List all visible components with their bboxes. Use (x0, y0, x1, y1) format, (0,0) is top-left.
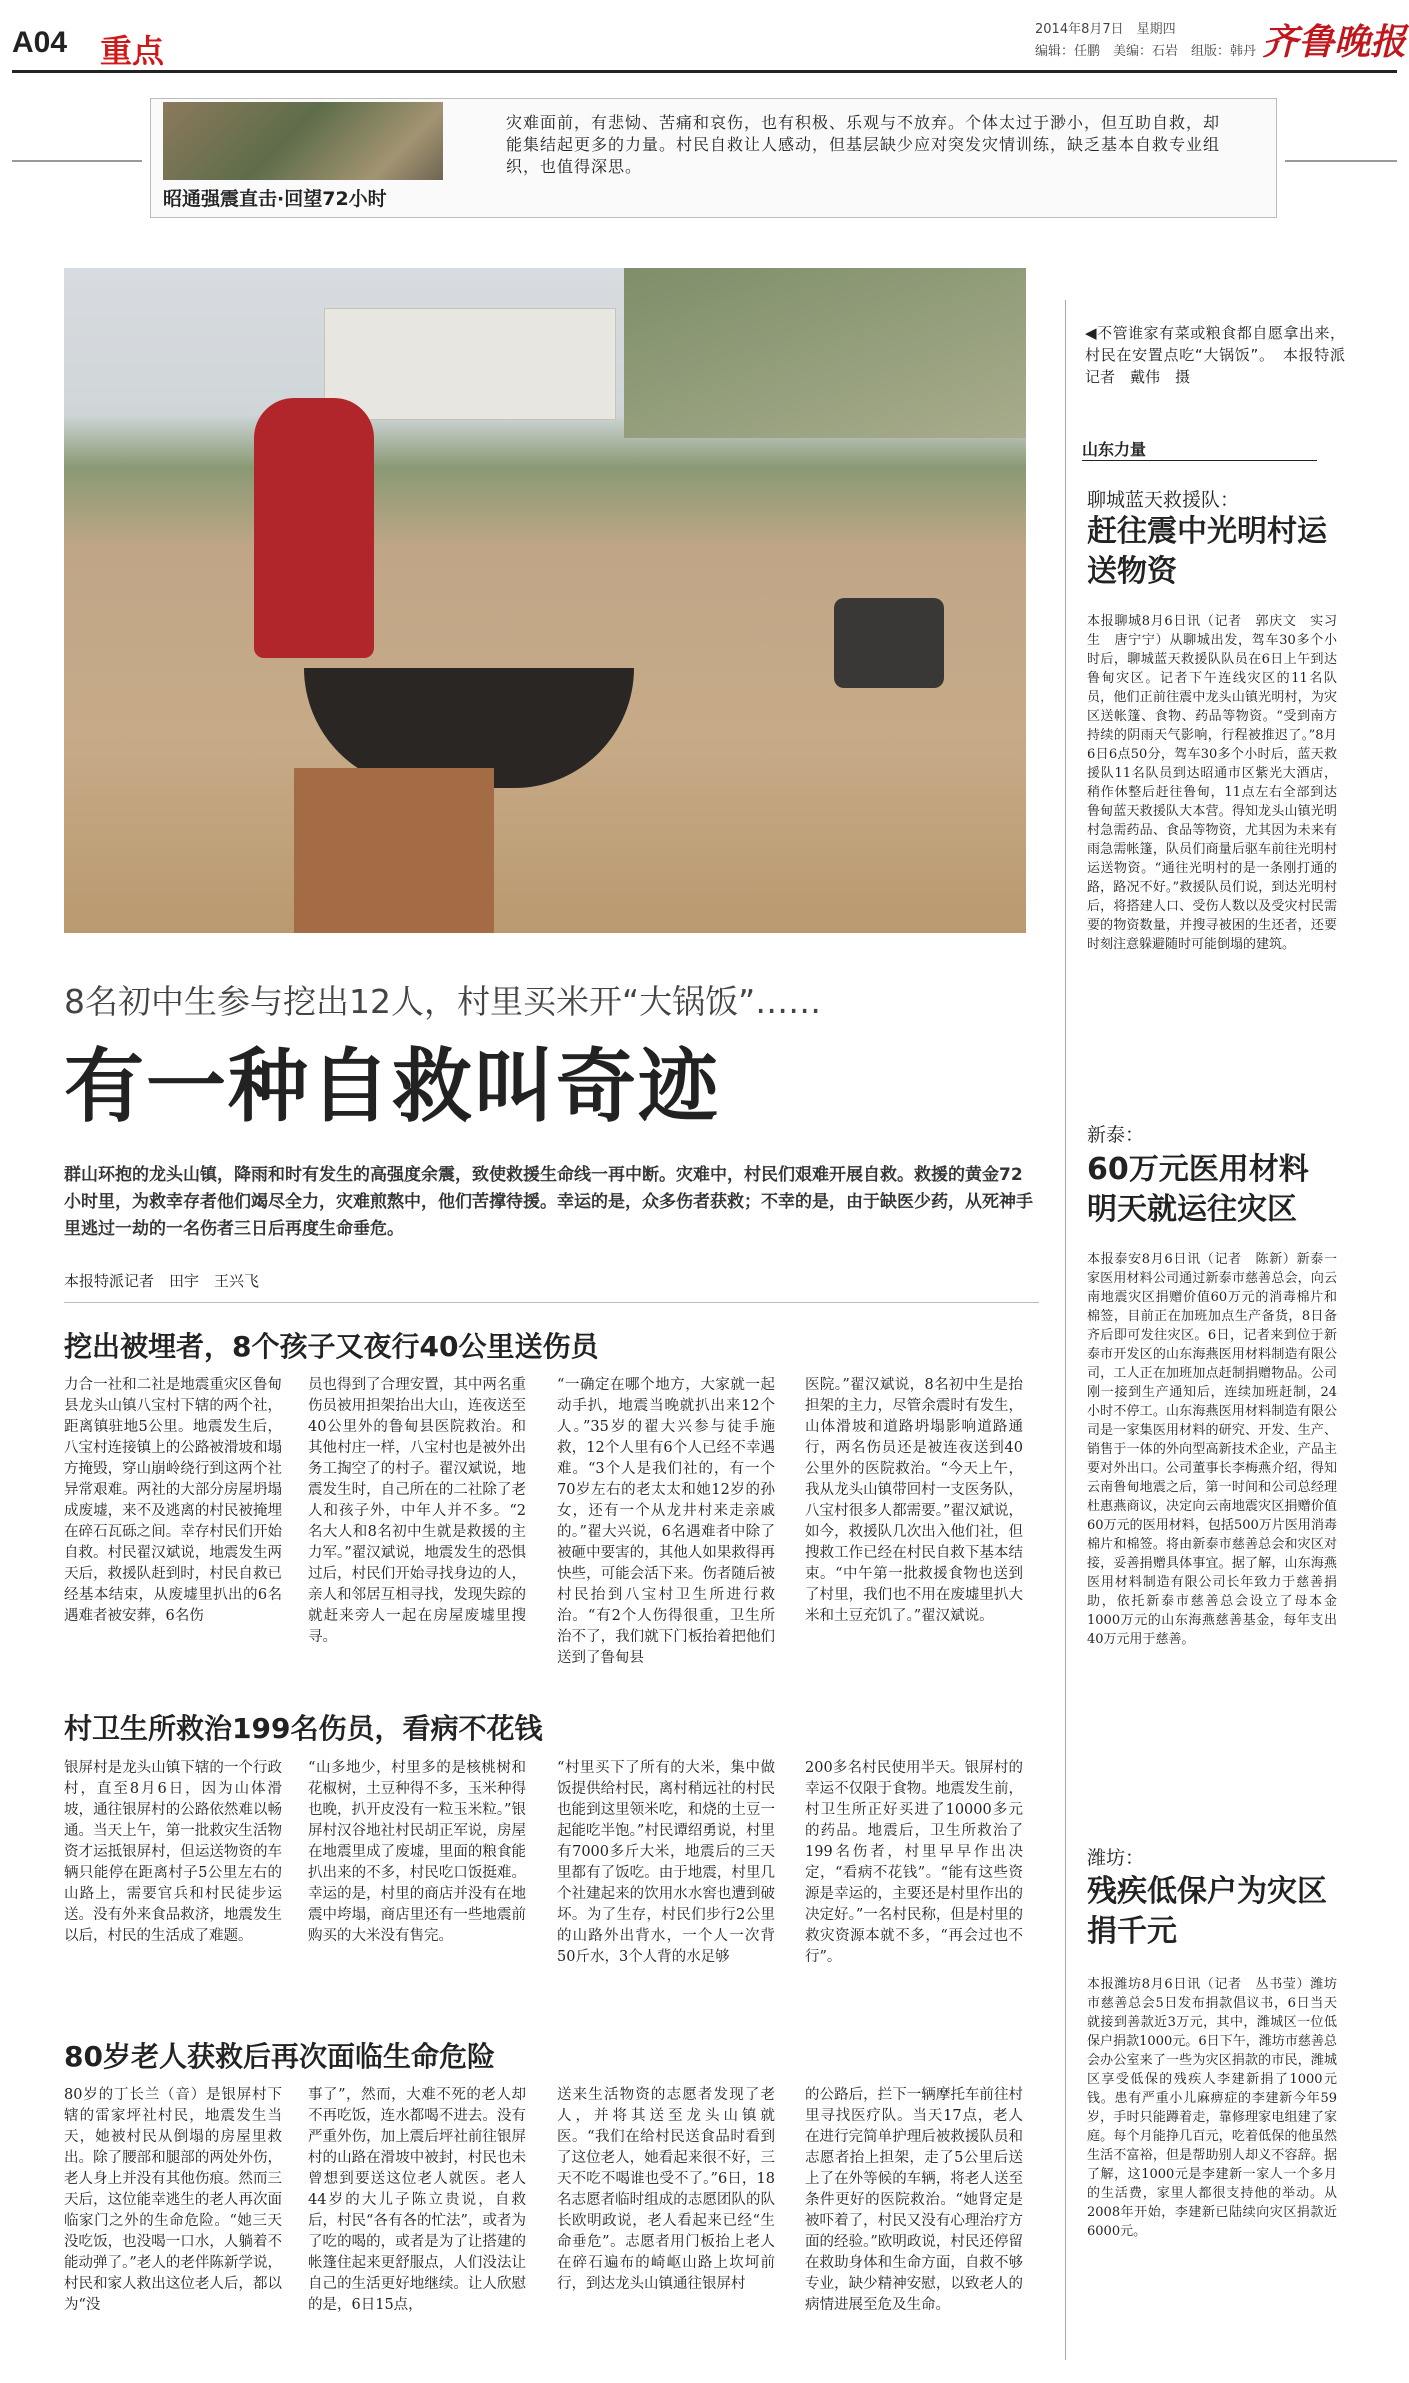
story-kicker: 潍坊： (1087, 1847, 1145, 1869)
banner-photo (163, 102, 443, 180)
byline: 本报特派记者 田宇 王兴飞 (64, 1272, 260, 1290)
article-column: “村里买下了所有的大米，集中做饭提供给村民，离村稍远社的村民也能到这里领米吃，和烧的土豆一起能吃半饱。”村民谭绍勇说，村里有7000多斤大米，地震后的三天里都有了饭吃。由于地震，村里几个社建起来的饮用水水窖也遭到破坏。为了生存，村民们步行2公里的山路外出背水，一个人一次背50斤水，3个人背的水足够 (557, 1760, 775, 1965)
section-divider (64, 1302, 1039, 1303)
headline: 有一种自救叫奇迹 (64, 1040, 720, 1133)
story-kicker: 聊城蓝天救援队： (1087, 489, 1240, 511)
article-column: 的公路后，拦下一辆摩托车前往村里寻找医疗队。当天17点，老人在进行完简单护理后被救援队员和志愿者抬上担架，走了5公里后送上了在外等候的车辆，将老人送至条件更好的医院救治。“她肾定是被吓着了，村民又没有心理治疗方面的经验。”欧明政说，村民还停留在救助身体和生命方面，自救不够专业，缺少精神安慰，以致老人的病情进展至危及生命。 (805, 2087, 1023, 2313)
article-column: 银屏村是龙头山镇下辖的一个行政村，直至8月6日，因为山体滑坡，通往银屏村的公路依然难以畅通。当天上午，第一批救灾生活物资才运抵银屏村，但运送物资的车辆只能停在距离村子5公里左右的山路上，需要官兵和村民徒步运送。没有外来食品救济，地震发生以后，村民的生活成了难题。 (64, 1760, 282, 1944)
photo-caption: ◀不管谁家有菜或粮食都自愿拿出来，村民在安置点吃“大锅饭”。 本报特派记者 戴伟 摄 (1085, 324, 1345, 386)
article-column: “一确定在哪个地方，大家就一起动手扒，地震当晚就扒出来12个人。”35岁的翟大兴参与徒手施救，12个人里有6个人已经不幸遇难。“3个人是我们社的，有一个70岁左右的老太太和她12岁的孙女，还有一个从龙井村来走亲戚的。”翟大兴说，6名遇难者中除了被砸中要害的，其他人如果救得再快些，可能会活下来。伤者随后被村民抬到八宝村卫生所进行救治。“有2个人伤得很重，卫生所治不了，我们就下门板抬着把他们送到了鲁甸县 (557, 1377, 775, 1666)
series-intro: 灾难面前，有悲恸、苦痛和哀伤，也有积极、乐观与不放弃。个体太过于渺小，但互助自救，却能集结起更多的力量。村民自救让人感动，但基层缺少应对突发灾情训练，缺乏基本自救专业组织，也值得深思。 (506, 113, 1221, 176)
lead-paragraph: 群山环抱的龙头山镇，降雨和时有发生的高强度余震，致使救援生命线一再中断。灾难中，村民们艰难开展自救。救援的黄金72小时里，为救幸存者他们竭尽全力，灾难煎熬中，他们苦撑待援。幸运的是，众多伤者获救；不幸的是，由于缺医少药，从死神手里逃过一劫的一名伤者三日后再度生命垂危。 (64, 1165, 1033, 1239)
kicker: 8名初中生参与挖出12人，村里买米开“大锅饭”…… (64, 982, 822, 1021)
article-column: 事了”，然而，大难不死的老人却不再吃饭，连水都喝不进去。没有严重外伤，加上震后坪社前往银屏村的山路在滑坡中被封，村民也未曾想到要送这位老人就医。老人44岁的大儿子陈立贵说，自救后，村民“各有各的忙法”，或者为了吃的喝的，或者是为了让搭建的帐篷住起来更舒服点，人们没法让自己的生活更好地继续。让人欣慰的是，6日15点， (308, 2087, 526, 2313)
photo-hillside (624, 268, 1026, 438)
sidebar-tag: 山东力量 (1082, 440, 1147, 459)
photo-stove (294, 768, 494, 933)
banner-divider-right (1285, 160, 1397, 162)
article-column: “山多地少，村里多的是核桃树和花椒树，土豆种得不多，玉米种得也晚，扒开皮没有一粒玉米粒。”银屏村汉谷地社村民胡正军说，房屋在地震里成了废墟，里面的粮食能扒出来的不多，村民吃口饭挺难。幸运的是，村里的商店并没有在地震中垮塌，商店里还有一些地震前购买的大米没有售完。 (308, 1760, 526, 1944)
editor-credits: 编辑：任鹏 美编：石岩 组版：韩丹 (1035, 44, 1257, 59)
page-number: A04 (12, 26, 68, 59)
article-column: 送来生活物资的志愿者发现了老人，并将其送至龙头山镇就医。“我们在给村民送食品时看到了这位老人，她看起来很不好，三天不吃不喝谁也受不了。”6日，18名志愿者临时组成的志愿团队的队长欧明政说，老人看起来已经“生命垂危”。志愿者用门板抬上老人在碎石遍布的崎岖山路上坎坷前行，到达龙头山镇通往银屏村 (557, 2087, 775, 2292)
series-label: 昭通强震直击·回望72小时 (163, 188, 387, 210)
article-column: 80岁的丁长兰（音）是银屏村下辖的雷家坪社村民，地震发生当天，她被村民从倒塌的房屋里救出。除了腰部和腿部的两处外伤，老人身上并没有其他伤痕。然而三天后，这位能幸逃生的老人再次面临家门之外的生命危险。“她三天没吃饭，也没喝一口水，人躺着不能动弹了。”老人的老伴陈新学说，村民和家人救出这位老人后，都以为“没 (64, 2087, 282, 2313)
photo-pot (834, 598, 944, 688)
article-column: 员也得到了合理安置，其中两名重伤员被用担架抬出大山，连夜送至40公里外的鲁甸县医院救治。和其他村庄一样，八宝村也是被外出务工掏空了的村子。翟汉斌说，地震发生时，自己所在的二社除了老人和孩子外，中年人并不多。“2名大人和8名初中生就是救援的主力军。”翟汉斌说，地震发生的恐惧过后，村民们开始寻找身边的人，亲人和邻居互相寻找，发现失踪的就赶来旁人一起在房屋废墟里搜寻。 (308, 1377, 526, 1645)
photo-building (324, 308, 616, 420)
story-title: 60万元医用材料明天就运往灾区 (1087, 1152, 1309, 1227)
article-column: 200多名村民使用半天。银屏村的幸运不仅限于食物。地震发生前，村卫生所正好买进了10000多元的药品。地震后，卫生所救治了199名伤者，村里早早作出决定，“看病不花钱”。“能有这些资源是幸运的，主要还是村里作出的决定好。”一名村民称，但是村里的救灾资源本就不多，“再会过也不行”。 (805, 1760, 1023, 1965)
main-photo (64, 268, 1026, 933)
section-title: 村卫生所救治199名伤员，看病不花钱 (64, 1712, 543, 1745)
sidebar-tag-rule (1082, 460, 1317, 461)
banner-divider-left (12, 160, 142, 162)
article-column: 力合一社和二社是地震重灾区鲁甸县龙头山镇八宝村下辖的两个社，距离镇驻地5公里。地震发生后，八宝村连接镇上的公路被滑坡和塌方掩毁，穿山崩岭绕行到这两个社异常艰难。两社的大部分房屋坍塌成废墟，来不及逃离的村民被掩埋在碎石瓦砾之间。幸存村民们开始自救。村民翟汉斌说，地震发生两天后，救援队赶到时，村民自救已经基本结束，从废墟里扒出的6名遇难者被安葬，6名伤 (64, 1377, 282, 1624)
article-column: 医院。”翟汉斌说，8名初中生是抬担架的主力，尽管余震时有发生，山体滑坡和道路坍塌影响道路通行，两名伤员还是被连夜送到40公里外的医院救治。“今天上午，我从龙头山镇带回村一支医务队，八宝村很多人都需要。”翟汉斌说，如今，救援队几次出入他们社，但搜救工作已经在村民自救下基本结束。“中午第一批救援食物也送到了村里，我们也不用在废墟里扒大米和土豆充饥了。”翟汉斌说。 (805, 1377, 1023, 1624)
story-text: 本报聊城8月6日讯（记者 郭庆文 实习生 唐宁宁）从聊城出发，驾车30多个小时后，聊城蓝天救援队队员在6日上午到达鲁甸灾区。记者下午连线灾区的11名队员，他们正前往震中龙头山镇光明村，为灾区送帐篷、食物、药品等物资。“受到南方持续的阴雨天气影响，行程被推迟了。”8月6日6点50分，驾车30多个小时后，蓝天救援队11名队员到达昭通市区紫光大酒店，稍作休整后赶往鲁甸，11点左右全部到达鲁甸蓝天救援队大本营。得知龙头山镇光明村急需药品、食品等物资，尤其因为未来有雨急需帐篷，队员们商量后驱车前往光明村运送物资。“通往光明村的是一条刚打通的路，路况不好。”救援队员们说，到达光明村后，将搭建人口、受伤人数以及受灾村民需要的物资数量，并搜寻被困的生还者，还要时刻注意躲避随时可能倒塌的建筑。 (1087, 614, 1337, 952)
story-title: 赶往震中光明村运送物资 (1087, 514, 1327, 589)
story-title: 残疾低保户为灾区捐千元 (1087, 1874, 1327, 1949)
story-text: 本报潍坊8月6日讯（记者 丛书莹）潍坊市慈善总会5日发布捐款倡议书，6日当天就接到善款近3万元，其中，潍城区一位低保户捐款1000元。6日下午，潍坊市慈善总会办公室来了一些为灾区捐款的市民，潍城区享受低保的残疾人李建新捐了1000元钱。患有严重小儿麻痹症的李建新今年59岁，手时只能蹲着走，靠修理家电组建了家庭。每个月能挣几百元，吃着低保的他虽然生活不富裕，但是帮助别人却义不容辞。据了解，这1000元是李建新一家人一个多月的生活费，家里人都很支持他的举动。从2008年开始，李建新已陆续向灾区捐款近6000元。 (1087, 1977, 1337, 2239)
column-rule (1065, 300, 1066, 2360)
story-kicker: 新泰： (1087, 1124, 1145, 1146)
section-name: 重点 (100, 32, 165, 70)
photo-cook (254, 398, 374, 658)
header-rule (12, 70, 1397, 73)
section-title: 挖出被埋者，8个孩子又夜行40公里送伤员 (64, 1330, 599, 1363)
story-text: 本报泰安8月6日讯（记者 陈新）新泰一家医用材料公司通过新泰市慈善总会，向云南地震灾区捐赠价值60万元的消毒棉片和棉签，目前正在加班加点生产备货，8日备齐后即可发往灾区。6日，记者来到位于新泰市开发区的山东海燕医用材料制造有限公司，工人正在加班加点赶制捐赠物品。公司刚一接到生产通知后，连续加班赶制，24小时不停工。山东海燕医用材料制造有限公司是一家集医用材料的研究、开发、生产、销售于一体的外向型高新技术企业，产品主要对外出口。公司董事长李梅燕介绍，得知云南鲁甸地震之后，第一时间和公司总经理杜惠燕商议，决定向云南地震灾区捐赠价值60万元的医用材料，包括500万片医用消毒棉片和棉签。将由新泰市慈善总会和灾区对接，妥善捐赠具体事宜。据了解，山东海燕医用材料制造有限公司长年致力于慈善捐助，依托新泰市慈善总会设立了母本金1000万元的山东海燕慈善基金，每年支出40万元用于慈善。 (1087, 1252, 1337, 1647)
issue-date: 2014年8月7日 星期四 (1035, 22, 1176, 37)
section-title: 80岁老人获救后再次面临生命危险 (64, 2040, 495, 2073)
masthead-logo: 齐鲁晚报 (1262, 21, 1407, 63)
